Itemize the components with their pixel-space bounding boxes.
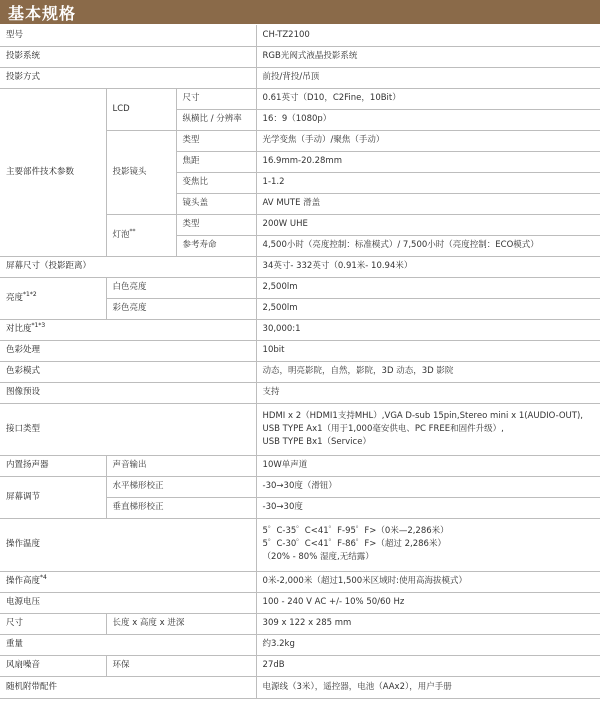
table-row [0, 634, 600, 655]
table-row [0, 361, 600, 382]
table-row [0, 67, 600, 88]
row-label: 色彩模式 [0, 361, 256, 382]
sub-label: 白色亮度 [106, 277, 256, 298]
table-row [0, 256, 600, 277]
row-label-text: 对比度 [6, 324, 32, 334]
row-label: 屏幕尺寸（投影距离） [0, 256, 256, 277]
row-label: 内置扬声器 [0, 455, 106, 476]
table-row [0, 676, 600, 698]
row-value: 0.61英寸（D10，C2Fine，10Bit） [256, 88, 600, 109]
row-value: 100 - 240 V AC +/- 10% 50/60 Hz [256, 592, 600, 613]
row-label: 屏幕调节 [0, 476, 106, 518]
row-label: 投影方式 [0, 67, 256, 88]
row-value: 动态，明亮影院，自然，影院，3D 动态，3D 影院 [256, 361, 600, 382]
row-label-text: 操作高度 [6, 576, 41, 586]
footnote-mark: *1*3 [31, 322, 46, 330]
sub-label: 纵横比 / 分辨率 [176, 109, 256, 130]
row-value: 光学变焦（手动）/聚焦（手动） [256, 130, 600, 151]
value-line: USB TYPE Bx1（Service） [262, 436, 371, 447]
value-line: HDMI x 2（HDMI1支持MHL）,VGA D-sub 15pin,Stereo mini x 1(AUDIO-OUT), [262, 410, 583, 421]
group-label: 投影镜头 [106, 130, 176, 214]
group-label-text: 灯泡 [112, 229, 130, 240]
row-label: 操作温度 [0, 518, 256, 571]
footnote-mark: ** [129, 227, 136, 235]
row-label: 型号 [0, 25, 256, 46]
row-value: -30→30度 [256, 497, 600, 518]
spec-table [0, 25, 600, 699]
row-value: RGB光阀式液晶投影系统 [256, 46, 600, 67]
row-value: 前投/背投/吊顶 [256, 67, 600, 88]
sub-label: 声音输出 [106, 455, 256, 476]
row-value [256, 518, 600, 571]
table-row [0, 382, 600, 403]
sub-label: 长度 x 高度 x 进深 [106, 613, 256, 634]
row-value: 16：9（1080p） [256, 109, 600, 130]
row-value: 10bit [256, 340, 600, 361]
table-row [0, 518, 600, 571]
row-label: 投影系统 [0, 46, 256, 67]
row-label: 重量 [0, 634, 256, 655]
sub-label: 焦距 [176, 151, 256, 172]
row-label: 图像预设 [0, 382, 256, 403]
row-value: 2,500lm [256, 298, 600, 319]
row-label: 色彩处理 [0, 340, 256, 361]
table-row [0, 455, 600, 476]
sub-label: 类型 [176, 214, 256, 235]
row-value: 电源线（3米），遥控器，电池（AAx2），用户手册 [256, 676, 600, 698]
sub-label: 参考寿命 [176, 235, 256, 256]
row-label [0, 319, 256, 340]
row-value: 10W单声道 [256, 455, 600, 476]
footnote-mark: *4 [40, 574, 47, 582]
row-value: 34英寸- 332英寸（0.91米- 10.94米） [256, 256, 600, 277]
table-row [0, 613, 600, 634]
sub-label: 尺寸 [176, 88, 256, 109]
row-label: 电源电压 [0, 592, 256, 613]
value-line: 5゜C-30゜C<41゜F-86゜F>（超过 2,286米） [262, 539, 446, 549]
table-row [0, 25, 600, 46]
row-value: 2,500lm [256, 277, 600, 298]
row-value: 309 x 122 x 285 mm [256, 613, 600, 634]
row-value: 1-1.2 [256, 172, 600, 193]
table-row [0, 571, 600, 592]
sub-label: 水平梯形校正 [106, 476, 256, 497]
table-row [0, 655, 600, 676]
table-row [0, 340, 600, 361]
row-value: 30,000:1 [256, 319, 600, 340]
row-label: 接口类型 [0, 403, 256, 455]
sub-label: 垂直梯形校正 [106, 497, 256, 518]
row-value: 4,500小时（亮度控制：标准模式）/ 7,500小时（亮度控制：ECO模式） [256, 235, 600, 256]
row-value: 约3.2kg [256, 634, 600, 655]
value-line: 5゜C-35゜C<41゜F-95゜F>（0米—2,286米） [262, 526, 449, 536]
row-label [0, 571, 256, 592]
table-row [0, 319, 600, 340]
row-label: 主要部件技术参数 [0, 88, 106, 256]
row-value: 27dB [256, 655, 600, 676]
section-title: 基本规格 [8, 4, 77, 23]
table-row [0, 277, 600, 298]
row-value: 支持 [256, 382, 600, 403]
table-row [0, 592, 600, 613]
row-label-text: 亮度 [6, 292, 24, 303]
row-label [0, 277, 106, 319]
sub-label: 彩色亮度 [106, 298, 256, 319]
row-label: 随机附带配件 [0, 676, 256, 698]
row-value: CH-TZ2100 [256, 25, 600, 46]
table-row [0, 403, 600, 455]
value-line: USB TYPE Ax1（用于1,000毫安供电、PC FREE和固件升级）, [262, 423, 504, 434]
row-value: 200W UHE [256, 214, 600, 235]
row-label: 尺寸 [0, 613, 106, 634]
value-line: （20% - 80% 湿度,无结露） [262, 552, 374, 562]
sub-label: 环保 [106, 655, 256, 676]
row-value: AV MUTE 滑盖 [256, 193, 600, 214]
table-row [0, 46, 600, 67]
row-value: -30→30度（滑钮） [256, 476, 600, 497]
row-value [256, 403, 600, 455]
table-row [0, 476, 600, 497]
group-label [106, 214, 176, 256]
row-value: 0米-2,000米（超过1,500米区域时:使用高海拔模式） [256, 571, 600, 592]
row-value: 16.9mm-20.28mm [256, 151, 600, 172]
footnote-mark: *1*2 [23, 290, 37, 298]
sub-label: 类型 [176, 130, 256, 151]
sub-label: 镜头盖 [176, 193, 256, 214]
group-label: LCD [106, 88, 176, 130]
section-header [0, 0, 600, 24]
sub-label: 变焦比 [176, 172, 256, 193]
table-row [0, 88, 600, 109]
row-label: 风扇噪音 [0, 655, 106, 676]
